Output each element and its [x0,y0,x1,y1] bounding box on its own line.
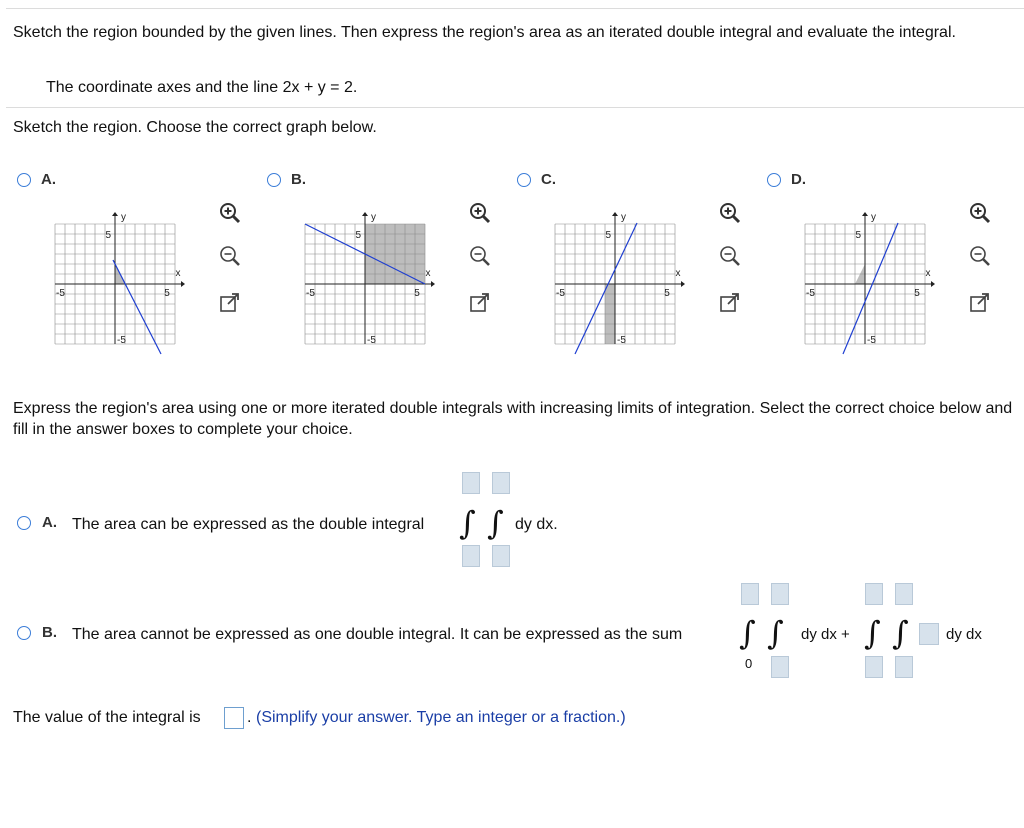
y-tick-label-5: 5 [605,230,611,241]
y-axis-label: y [871,212,876,223]
graph-option-b-letter: B. [291,171,306,188]
integral-option-b-radio[interactable] [17,626,31,640]
integral-option-a-text: The area can be expressed as the double integral [72,516,425,533]
graph-option-d-plot [803,208,931,348]
zoom-out-icon[interactable] [967,243,993,269]
integral-option-a-radio[interactable] [17,516,31,530]
popout-icon[interactable] [967,290,993,316]
graph-option-a-letter: A. [41,171,56,188]
x-axis-label: x [175,268,181,279]
x-tick-label-5: 5 [664,288,670,299]
inner-lower-limit-box[interactable] [492,545,510,567]
integral-option-a-suffix: dy dx. [515,516,558,533]
y-tick-label-neg5: -5 [117,335,126,346]
outer-upper-limit-box[interactable] [462,472,480,494]
given-text: The coordinate axes and the line 2x + y = 2. [46,79,358,96]
value-period: . [247,709,252,726]
graph-option-b-radio[interactable] [267,173,281,187]
value-hint: (Simplify your answer. Type an integer or a fraction.) [256,709,626,726]
outer-lower-limit-box[interactable] [462,545,480,567]
graph-option-c-letter: C. [541,171,556,188]
x-axis-arrow-icon [931,281,935,287]
sum2-outer-lower-box[interactable] [865,656,883,678]
y-tick-label-neg5: -5 [617,335,626,346]
integral-value-input[interactable] [224,707,244,729]
sum2-inner-lower-box[interactable] [895,656,913,678]
value-prefix: The value of the integral is [13,709,201,726]
x-axis-arrow-icon [431,281,435,287]
y-axis-label: y [621,212,626,223]
part2-prompt: Express the region's area using one or more iterated double integrals with increasing limits of integration. Select the correct choice below and fill in the answer boxes to complete your choice. [13,400,1013,438]
y-tick-label-neg5: -5 [867,335,876,346]
y-axis-arrow-icon [862,212,868,216]
graph-option-b-plot [303,208,431,348]
integral-option-b-letter: B. [42,624,57,641]
sum1-outer-upper-box[interactable] [741,583,759,605]
y-tick-label-5: 5 [855,230,861,241]
zoom-out-icon[interactable] [217,243,243,269]
y-tick-label-neg5: -5 [367,335,376,346]
x-axis-label: x [925,268,931,279]
instructions-text: Sketch the region bounded by the given lines. Then express the region's area as an iterated double integral and evaluate the integral. [13,24,956,41]
x-tick-label-neg5: -5 [306,288,315,299]
zoom-out-icon[interactable] [717,243,743,269]
x-tick-label-5: 5 [164,288,170,299]
sum2-inner-upper-box[interactable] [895,583,913,605]
graph-option-c-plot [553,208,681,348]
y-axis-arrow-icon [112,212,118,216]
x-axis-label: x [675,268,681,279]
sum2-differential: dy dx [946,626,982,643]
zoom-in-icon[interactable] [717,200,743,226]
x-axis-arrow-icon [681,281,685,287]
sum1-outer-integral-sign: ∫ [739,614,756,652]
x-axis-arrow-icon [181,281,185,287]
y-axis-label: y [371,212,376,223]
integral-option-a-letter: A. [42,514,57,531]
x-tick-label-neg5: -5 [556,288,565,299]
sum2-integrand-box[interactable] [919,623,939,645]
zoom-in-icon[interactable] [467,200,493,226]
popout-icon[interactable] [717,290,743,316]
zoom-out-icon[interactable] [467,243,493,269]
inner-integral-sign: ∫ [487,504,504,542]
graph-option-a-radio[interactable] [17,173,31,187]
zoom-in-icon[interactable] [217,200,243,226]
sum2-inner-integral-sign: ∫ [892,614,909,652]
graph-option-a-plot [53,208,181,348]
sum2-outer-upper-box[interactable] [865,583,883,605]
x-axis-label: x [425,268,431,279]
y-tick-label-5: 5 [105,230,111,241]
y-axis-arrow-icon [362,212,368,216]
inner-upper-limit-box[interactable] [492,472,510,494]
sum1-inner-upper-box[interactable] [771,583,789,605]
y-tick-label-5: 5 [355,230,361,241]
y-axis-label: y [121,212,126,223]
x-tick-label-5: 5 [414,288,420,299]
sum1-inner-integral-sign: ∫ [767,614,784,652]
x-tick-label-neg5: -5 [56,288,65,299]
x-tick-label-5: 5 [914,288,920,299]
sum1-inner-lower-box[interactable] [771,656,789,678]
integral-option-b-text: The area cannot be expressed as one double integral. It can be expressed as the sum [72,626,683,643]
sum1-differential: dy dx + [801,626,850,643]
sum2-outer-integral-sign: ∫ [864,614,881,652]
sum1-outer-lower-limit: 0 [745,656,753,671]
popout-icon[interactable] [217,290,243,316]
part1-prompt: Sketch the region. Choose the correct graph below. [13,119,377,136]
graph-option-c-radio[interactable] [517,173,531,187]
zoom-in-icon[interactable] [967,200,993,226]
outer-integral-sign: ∫ [459,504,476,542]
graph-option-d-radio[interactable] [767,173,781,187]
y-axis-arrow-icon [612,212,618,216]
popout-icon[interactable] [467,290,493,316]
x-tick-label-neg5: -5 [806,288,815,299]
graph-option-d-letter: D. [791,171,806,188]
